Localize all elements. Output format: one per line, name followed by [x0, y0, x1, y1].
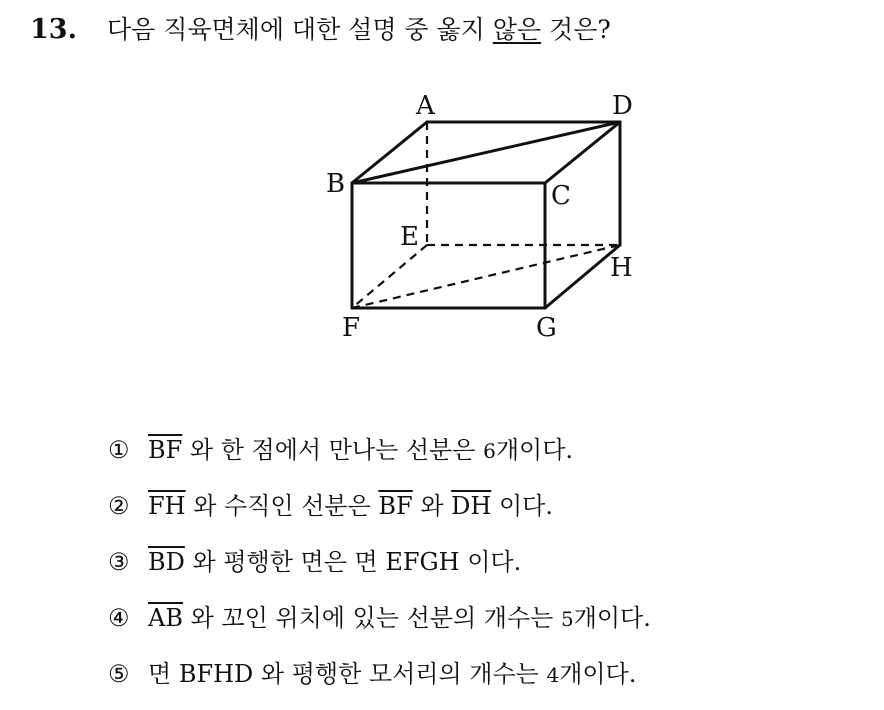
option-5[interactable]: [108, 654, 868, 710]
option-marker: ①: [108, 436, 130, 464]
diagonal-BD: [352, 122, 620, 183]
option-1[interactable]: [108, 430, 868, 486]
edge-GH: [545, 245, 620, 308]
option-text: 개이다.: [559, 660, 637, 688]
stem-emphasis: 않은: [492, 15, 542, 44]
question-header: [30, 10, 611, 46]
option-text: 와 수직인 선분은: [185, 492, 379, 520]
segment-label: $\overline{BF}$: [148, 436, 183, 464]
question-stem: [107, 15, 611, 44]
option-text: 와 꼬인 위치에 있는 선분의 개수는: [182, 604, 561, 632]
hidden-diagonal-FH: [352, 245, 620, 308]
segment-label: $\overline{AB}$: [148, 604, 183, 632]
option-number: 6: [483, 439, 496, 463]
option-text: 개이다.: [573, 604, 651, 632]
option-3[interactable]: [108, 542, 868, 598]
option-4[interactable]: [108, 598, 868, 654]
option-marker: ③: [108, 548, 130, 576]
option-marker: ②: [108, 492, 130, 520]
stem-after: 것은?: [541, 15, 611, 44]
option-text: 이다.: [491, 492, 553, 520]
option-text: 면 BFHD 와 평행한 모서리의 개수는: [148, 660, 547, 688]
answer-options: [108, 430, 868, 710]
option-text: 와 평행한 면은 면 EFGH 이다.: [184, 548, 522, 576]
vertex-label-F: F: [342, 313, 361, 343]
vertex-label-D: D: [612, 91, 633, 121]
vertex-label-H: H: [610, 253, 633, 283]
segment-label: $\overline{BD}$: [148, 548, 185, 576]
option-text: 개이다.: [495, 436, 574, 464]
segment-label: $\overline{BF}$: [378, 492, 413, 520]
option-number: 4: [546, 663, 560, 687]
segment-label: $\overline{DH}$: [451, 492, 492, 520]
question-number: 13.: [30, 14, 77, 45]
stem-before: 다음 직육면체에 대한 설명 중 옳지: [106, 15, 493, 44]
option-text: 와 한 점에서 만나는 선분은: [182, 436, 484, 464]
option-2[interactable]: [108, 486, 868, 542]
option-marker: ④: [108, 604, 130, 632]
segment-label: $\overline{FH}$: [148, 492, 186, 520]
cuboid-figure: [320, 88, 650, 348]
vertex-label-G: G: [536, 313, 557, 343]
vertex-label-C: C: [551, 181, 571, 211]
option-text: 와: [412, 492, 452, 520]
option-number: 5: [560, 607, 574, 631]
vertex-label-A: A: [416, 91, 435, 121]
vertex-label-E: E: [400, 222, 419, 252]
hidden-edge-EF: [352, 245, 427, 308]
option-marker: ⑤: [108, 660, 130, 688]
vertex-label-B: B: [326, 169, 346, 199]
